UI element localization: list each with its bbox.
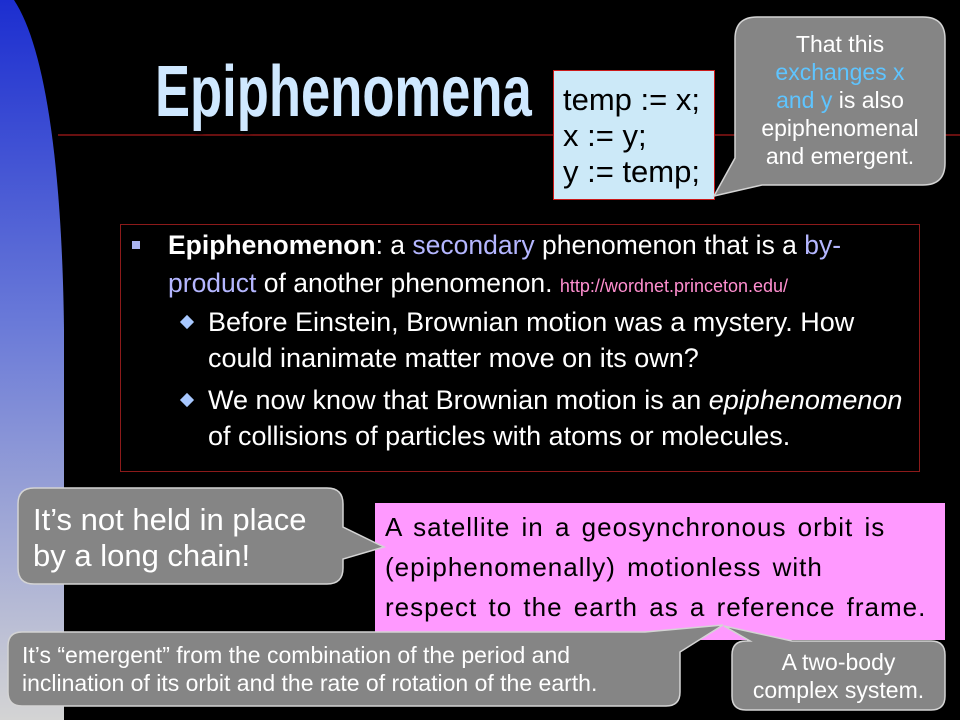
two-body-callout-line-1: A two-body — [781, 649, 896, 675]
top-callout-line-5: and emergent. — [765, 143, 915, 169]
emergent-callout-line-1: It’s “emergent” from the combination of the period and — [22, 642, 571, 668]
sub-bullet-2-emphasis: epiphenomenon — [708, 385, 903, 415]
chain-callout-line-1: It’s not held in place — [33, 502, 307, 537]
top-callout-highlight: and y — [776, 87, 833, 113]
definition-text-a: : a — [375, 230, 413, 260]
top-callout-line-1: That this — [795, 31, 885, 57]
chain-callout-line-2: by a long chain! — [33, 538, 251, 573]
sub-bullet-1-line-2: could inanimate matter move on its own? — [208, 343, 699, 373]
satellite-line-2: (epiphenomenally) motionless with — [385, 552, 823, 582]
definition-text-c: of another phenomenon. — [256, 268, 560, 298]
sub-bullet-2-line-2: of collisions of particles with atoms or molecules. — [208, 421, 791, 451]
emergent-callout-line-2: inclination of its orbit and the rate of rotation of the earth. — [22, 670, 598, 696]
satellite-line-3: respect to the earth as a reference frame. — [385, 592, 927, 622]
definition-term: Epiphenomenon — [168, 230, 376, 260]
top-callout-text — [735, 30, 945, 170]
source-link[interactable]: http://wordnet.princeton.edu/ — [559, 276, 789, 296]
top-callout-line-3 — [735, 86, 945, 114]
chain-callout-text — [33, 502, 306, 574]
top-callout-line-4: epiphenomenal — [761, 115, 919, 141]
code-line-3: y := temp; — [563, 154, 700, 189]
emergent-callout-text — [22, 641, 597, 697]
code-line-1: temp := x; — [563, 82, 700, 117]
satellite-line-1: A satellite in a geosynchronous orbit is — [385, 512, 886, 542]
highlight-product: product — [168, 268, 257, 298]
two-body-callout-line-2: complex system. — [752, 677, 925, 703]
definition-text-b: phenomenon that is a — [534, 230, 805, 260]
two-body-callout-text — [732, 648, 945, 704]
highlight-secondary: secondary — [412, 230, 535, 260]
highlight-by: by- — [804, 230, 842, 260]
top-callout-text-rest: is also — [832, 87, 904, 113]
sub-bullet-1-line-1: Before Einstein, Brownian motion was a mystery. How — [208, 307, 855, 337]
slide-title: Epiphenomena — [155, 52, 532, 132]
sub-bullet-2-text: We now know that Brownian motion is an — [208, 385, 709, 415]
top-callout-line-2: exchanges x — [775, 59, 905, 85]
code-line-2: x := y; — [563, 118, 647, 153]
